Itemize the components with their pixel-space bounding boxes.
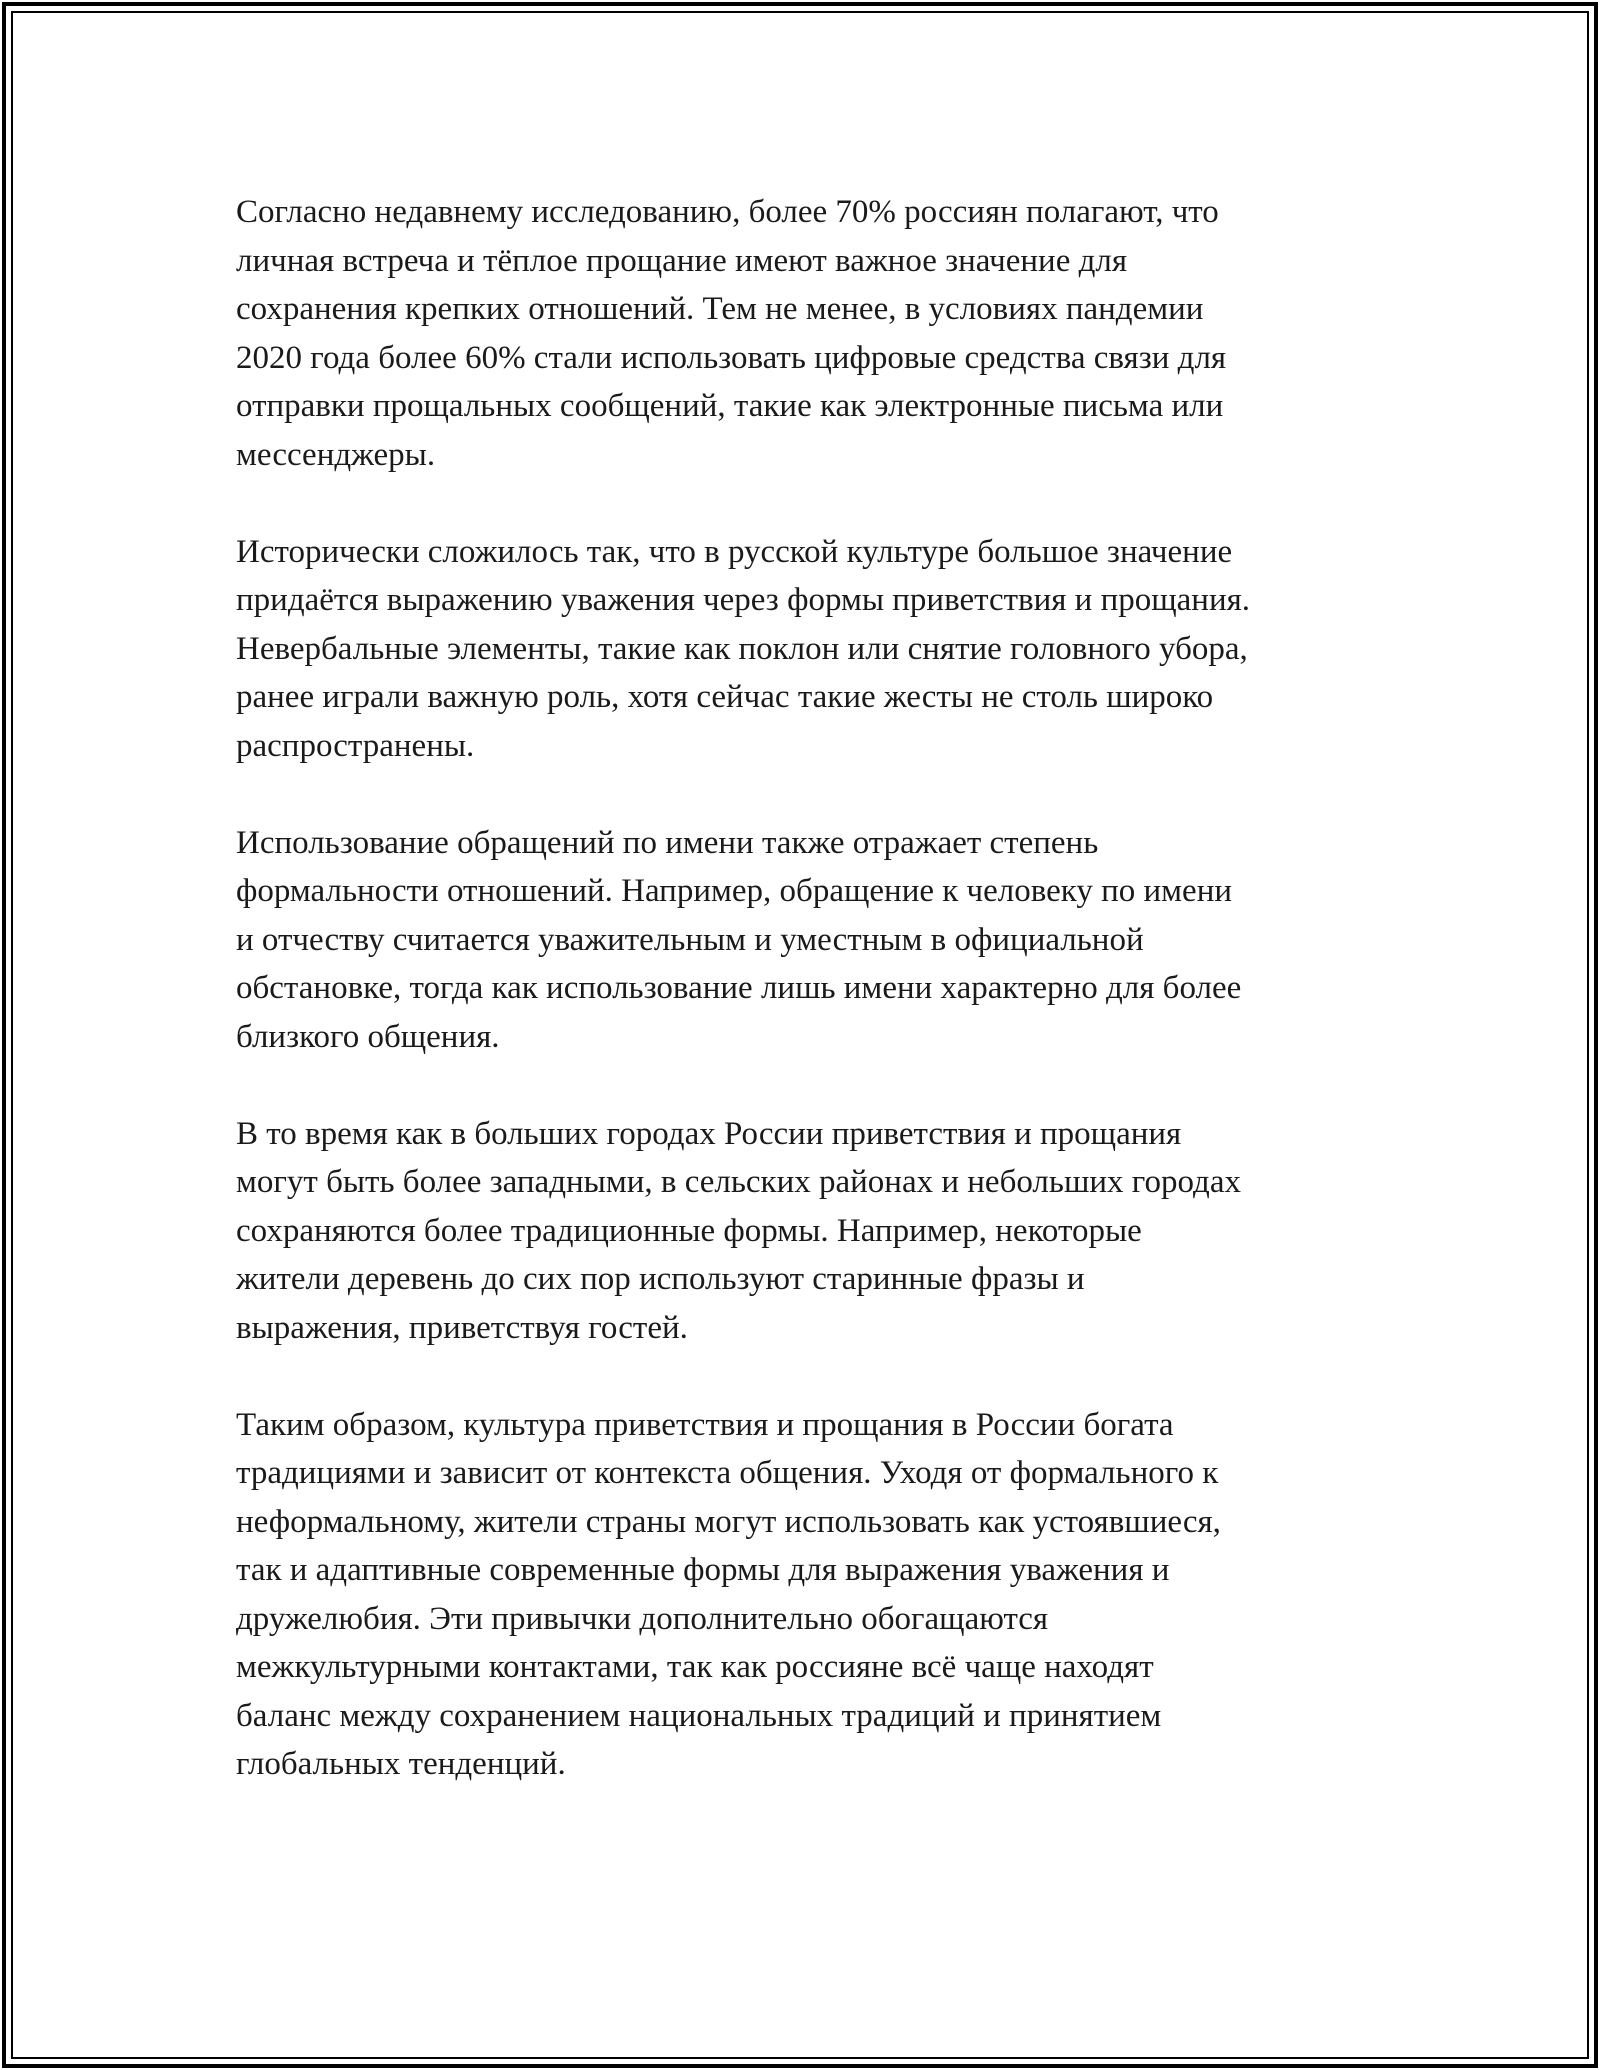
- paragraph-4: В то время как в больших городах России приветствия и прощания могут быть более западными, в сельских районах и небольших городах сохраняются более традиционные формы. Например, некоторые жители деревень до сих пор используют старинные фразы и выражения, приветствуя гостей.: [236, 1115, 1241, 1346]
- paragraph-5: Таким образом, культура приветствия и прощания в России богата традициями и зависит от контекста общения. Уходя от формального к неформальному, жители страны могут использовать как устоявшиеся, так и адаптивные современные формы для выражения уважения и дружелюбия. Эти привычки дополнительно обогащаются межкультурными контактами, так как россияне всё чаще находят баланс между сохранением национальных традиций и принятием глобальных тенденций.: [236, 1406, 1221, 1782]
- document-body: [236, 188, 1386, 1837]
- paragraph-3: Использование обращений по имени также отражает степень формальности отношений. Например, обращение к человеку по имени и отчеству считается уважительным и уместным в официальной обстановке, тогда как использование лишь имени характерно для более близкого общения.: [236, 824, 1242, 1055]
- paragraph-2: Исторически сложилось так, что в русской культуре большое значение придаётся выражению уважения через формы приветствия и прощания. Невербальные элементы, такие как поклон или снятие головного убора, ранее играли важную роль, хотя сейчас такие жесты не столь широко распространены.: [236, 533, 1251, 764]
- paragraph-1: Согласно недавнему исследованию, более 70% россиян полагают, что личная встреча и тёплое прощание имеют важное значение для сохранения крепких отношений. Тем не менее, в условиях пандемии 2020 года более 60% стали использовать цифровые средства связи для отправки прощальных сообщений, такие как электронные письма или мессенджеры.: [236, 194, 1227, 473]
